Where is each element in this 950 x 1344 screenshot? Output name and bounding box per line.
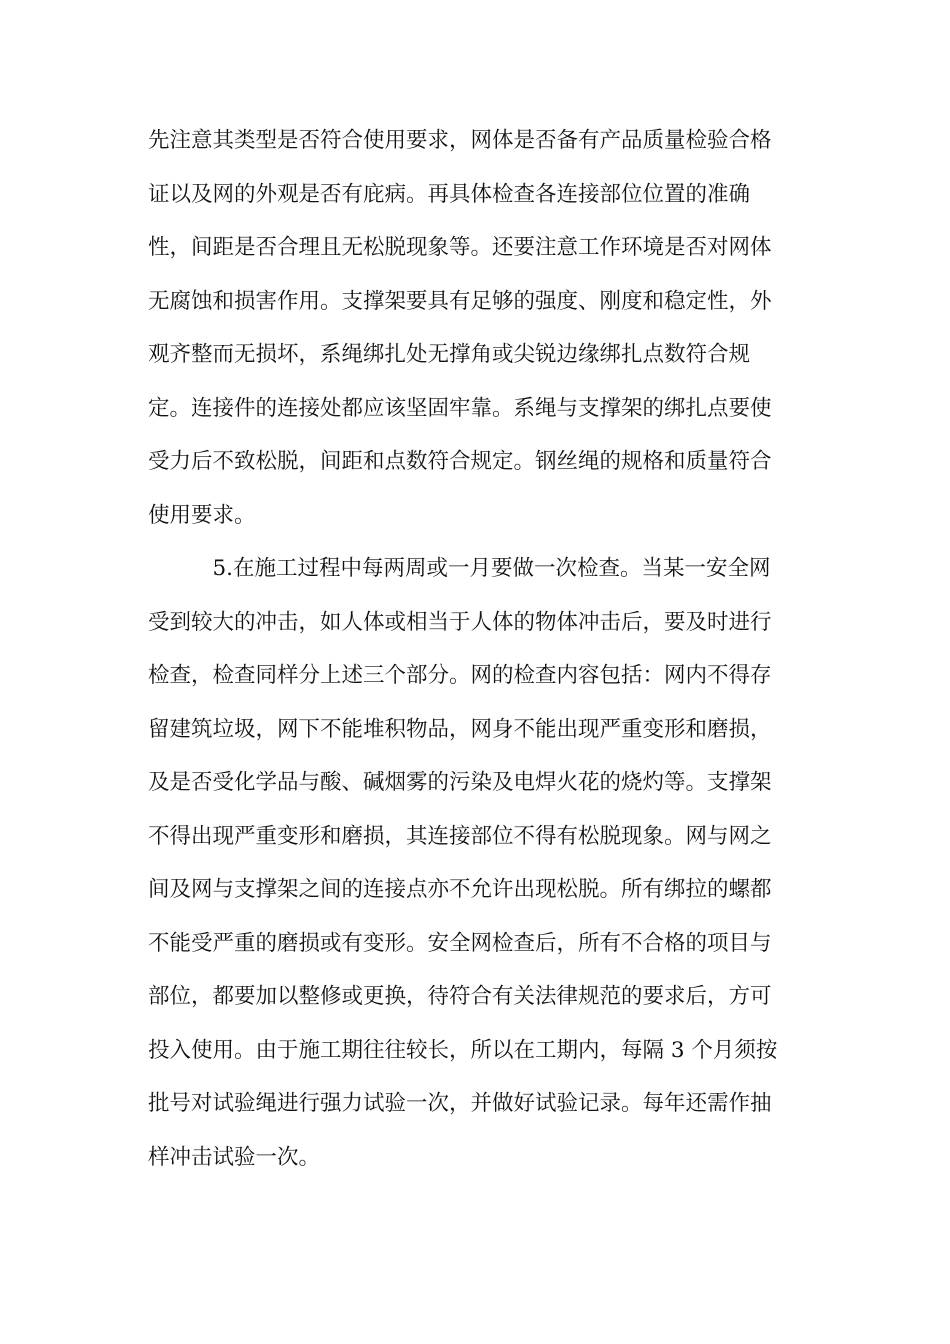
text-line: 批号对试验绳进行强力试验一次，并做好试验记录。每年还需作抽	[148, 1091, 772, 1116]
text-line: 先注意其类型是否符合使用要求，网体是否备有产品质量检验合格	[148, 128, 772, 153]
text-line: 无腐蚀和损害作用。支撑架要具有足够的强度、刚度和稳定性，外	[148, 288, 772, 314]
text-line: 不得出现严重变形和磨损，其连接部位不得有松脱现象。网与网之	[148, 823, 772, 849]
text-line: 受到较大的冲击，如人体或相当于人体的物体冲击后，要及时进行	[148, 609, 772, 635]
text-line: 5.在施工过程中每两周或一月要做一次检查。当某一安全网	[148, 556, 771, 581]
text-line: 证以及网的外观是否有庇病。再具体检查各连接部位位置的准确	[148, 181, 751, 207]
paragraph-periodic-inspection	[148, 542, 802, 1184]
text-line: 投入使用。由于施工期往往较长，所以在工期内，每隔 3 个月须按	[148, 1037, 778, 1063]
text-line: 观齐整而无损坏，系绳绑扎处无撑角或尖锐边缘绑扎点数符合规	[148, 342, 751, 367]
text-line: 定。连接件的连接处都应该坚固牢靠。系绳与支撑架的绑扎点要使	[148, 395, 772, 421]
text-line: 不能受严重的磨损或有变形。安全网检查后，所有不合格的项目与	[148, 930, 772, 956]
text-line: 留建筑垃圾，网下不能堆积物品，网身不能出现严重变形和磨损，	[148, 716, 772, 742]
text-line: 性，间距是否合理且无松脱现象等。还要注意工作环境是否对网体	[148, 235, 772, 260]
document-body	[148, 114, 802, 1184]
text-line: 部位，都要加以整修或更换，待符合有关法律规范的要求后，方可	[148, 984, 772, 1009]
text-line: 样冲击试验一次。	[148, 1144, 321, 1170]
text-line: 及是否受化学品与酸、碱烟雾的污染及电焊火花的烧灼等。支撑架	[148, 770, 772, 795]
text-line: 使用要求。	[148, 502, 256, 528]
paragraph-net-inspection	[148, 114, 802, 542]
text-line: 检查，检查同样分上述三个部分。网的检查内容包括：网内不得存	[148, 663, 772, 688]
text-line: 受力后不致松脱，间距和点数符合规定。钢丝绳的规格和质量符合	[148, 449, 772, 474]
text-line: 间及网与支撑架之间的连接点亦不允许出现松脱。所有绑拉的螺都	[148, 877, 772, 902]
